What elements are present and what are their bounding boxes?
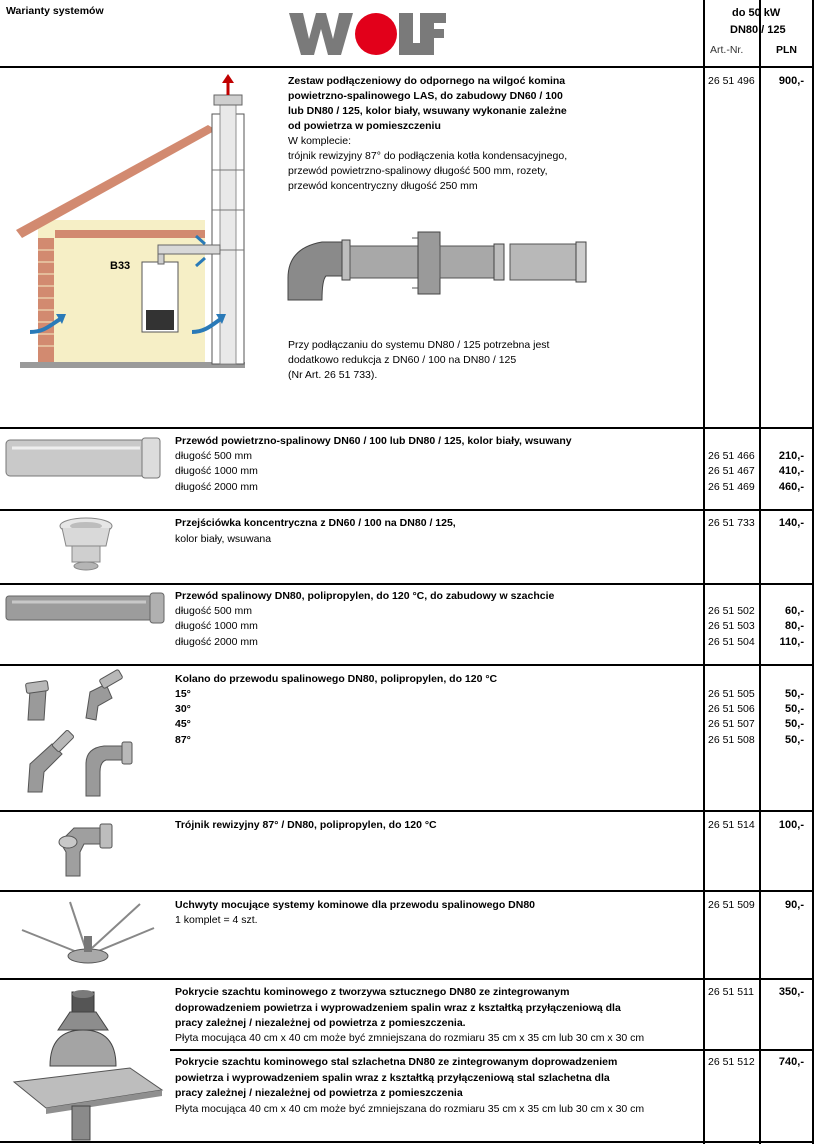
- variant-label: długość 500 mm: [175, 605, 253, 617]
- row-divider: [0, 810, 814, 812]
- price: 900,-: [778, 75, 804, 87]
- art-number: 26 51 502: [708, 605, 755, 617]
- item-title-line: Pokrycie szachtu kominowego stal szlachetna DN80 ze zintegrowanym doprowadzeniem: [175, 1056, 618, 1068]
- item-desc-line: przewód powietrzno-spalinowy długość 500 mm, rozety,: [288, 165, 548, 177]
- row-divider: [0, 890, 814, 892]
- mounting-brackets-image: [20, 898, 160, 970]
- price: 60,-: [785, 605, 804, 617]
- artnr-column-border: [703, 0, 705, 1144]
- price: 110,-: [779, 636, 804, 648]
- connection-set-image: [286, 228, 606, 308]
- variant-label: 45°: [175, 718, 191, 730]
- art-number: 26 51 466: [708, 450, 755, 462]
- row-divider: [0, 1141, 814, 1143]
- price-column-border: [759, 0, 761, 1144]
- diagram-label: B33: [110, 260, 131, 272]
- price: 90,-: [785, 899, 804, 911]
- art-number: 26 51 469: [708, 481, 755, 493]
- item-title-line: Pokrycie szachtu kominowego z tworzywa sztucznego DN80 ze zintegrowanym: [175, 986, 570, 998]
- row-divider: [0, 664, 814, 666]
- item-title: Uchwyty mocujące systemy kominowe dla przewodu spalinowego DN80: [175, 899, 536, 911]
- variant-label: długość 1000 mm: [175, 465, 258, 477]
- price: 740,-: [778, 1056, 804, 1068]
- item-note-line: dodatkowo redukcja z DN60 / 100 na DN80 / 125: [288, 354, 517, 366]
- row-divider: [0, 583, 814, 585]
- concentric-adapter-image: [56, 516, 116, 572]
- item-desc: Płyta mocująca 40 cm x 40 cm może być zmniejszana do rozmiaru 35 cm x 35 cm lub 30 cm x 30 cm: [175, 1103, 645, 1115]
- art-number: 26 51 514: [708, 819, 755, 831]
- item-title-line: powietrzno-spalinowego LAS, do zabudowy DN60 / 100: [288, 90, 563, 102]
- art-number: 26 51 505: [708, 688, 755, 700]
- price: 350,-: [778, 986, 804, 998]
- power-column-title: do 50 kW: [732, 7, 781, 19]
- item-title: Przejściówka koncentryczna z DN60 / 100 na DN80 / 125,: [175, 517, 456, 529]
- variant-label: długość 1000 mm: [175, 620, 258, 632]
- art-number: 26 51 503: [708, 620, 755, 632]
- price: 50,-: [785, 703, 804, 715]
- dn-column-title: DN80 / 125: [730, 24, 786, 36]
- item-title: Trójnik rewizyjny 87° / DN80, polipropylen, do 120 °C: [175, 819, 437, 831]
- price: 460,-: [778, 481, 804, 493]
- row-divider: [0, 509, 814, 511]
- art-number: 26 51 733: [708, 517, 755, 529]
- variant-label: długość 2000 mm: [175, 481, 258, 493]
- shaft-cover-image: [10, 986, 166, 1140]
- item-title-line: Zestaw podłączeniowy do odpornego na wilgoć komina: [288, 75, 566, 87]
- item-desc: 1 komplet = 4 szt.: [175, 914, 258, 926]
- variant-label: długość 2000 mm: [175, 636, 258, 648]
- art-number: 26 51 506: [708, 703, 755, 715]
- header-divider: [0, 66, 814, 68]
- artnr-header: Art.-Nr.: [710, 44, 744, 56]
- price: 410,-: [778, 465, 804, 477]
- price: 50,-: [785, 734, 804, 746]
- item-title-line: od powietrza w pomieszczeniu: [288, 120, 441, 132]
- item-title: Przewód powietrzno-spalinowy DN60 / 100 lub DN80 / 125, kolor biały, wsuwany: [175, 435, 572, 447]
- item-desc-line: W komplecie:: [288, 135, 352, 147]
- price: 50,-: [785, 688, 804, 700]
- item-desc: kolor biały, wsuwana: [175, 533, 272, 545]
- inspection-tee-image: [52, 818, 122, 880]
- chimney-installation-diagram: [0, 70, 250, 375]
- item-title-line: doprowadzeniem powietrza i wyprowadzeniem spalin wraz z kształtką przyłączeniową dla: [175, 1002, 621, 1014]
- price: 100,-: [778, 819, 804, 831]
- section-title: Warianty systemów: [6, 5, 104, 17]
- wolf-logo: [285, 9, 447, 59]
- price: 50,-: [785, 718, 804, 730]
- item-desc-line: trójnik rewizyjny 87° do podłączenia kotła kondensacyjnego,: [288, 150, 568, 162]
- item-title-line: pracy zależnej / niezależnej od powietrza z pomieszczenia.: [175, 1017, 466, 1029]
- art-number: 26 51 509: [708, 899, 755, 911]
- variant-label: 87°: [175, 734, 191, 746]
- art-number: 26 51 504: [708, 636, 755, 648]
- art-number: 26 51 507: [708, 718, 755, 730]
- item-title-line: lub DN80 / 125, kolor biały, wsuwany wykonanie zależne: [288, 105, 567, 117]
- air-flue-pipe-image: [4, 436, 164, 480]
- variant-label: 30°: [175, 703, 191, 715]
- variant-label: długość 500 mm: [175, 450, 253, 462]
- price-header: PLN: [776, 44, 797, 56]
- item-title: Przewód spalinowy DN80, polipropylen, do 120 °C, do zabudowy w szachcie: [175, 590, 555, 602]
- elbows-image: [20, 672, 140, 800]
- item-title: Kolano do przewodu spalinowego DN80, polipropylen, do 120 °C: [175, 673, 498, 685]
- price: 210,-: [778, 450, 804, 462]
- variant-label: 15°: [175, 688, 191, 700]
- art-number: 26 51 512: [708, 1056, 755, 1068]
- art-number: 26 51 467: [708, 465, 755, 477]
- item-title-line: pracy zależnej / niezależnej od powietrza z pomieszczenia: [175, 1087, 463, 1099]
- price: 80,-: [785, 620, 804, 632]
- art-number: 26 51 496: [708, 75, 755, 87]
- item-desc-line: przewód koncentryczny długość 250 mm: [288, 180, 478, 192]
- row-divider-partial: [170, 1049, 814, 1051]
- item-desc: Płyta mocująca 40 cm x 40 cm może być zmniejszana do rozmiaru 35 cm x 35 cm lub 30 cm x 30 cm: [175, 1032, 645, 1044]
- price: 140,-: [778, 517, 804, 529]
- item-note-line: Przy podłączaniu do systemu DN80 / 125 potrzebna jest: [288, 339, 550, 351]
- art-number: 26 51 508: [708, 734, 755, 746]
- item-note-line: (Nr Art. 26 51 733).: [288, 369, 378, 381]
- row-divider: [0, 427, 814, 429]
- row-divider: [0, 978, 814, 980]
- art-number: 26 51 511: [708, 986, 754, 998]
- flue-pipe-image: [4, 592, 166, 624]
- item-title-line: powietrza i wyprowadzeniem spalin wraz z kształtką przyłączeniową stal szlachetna dla: [175, 1072, 610, 1084]
